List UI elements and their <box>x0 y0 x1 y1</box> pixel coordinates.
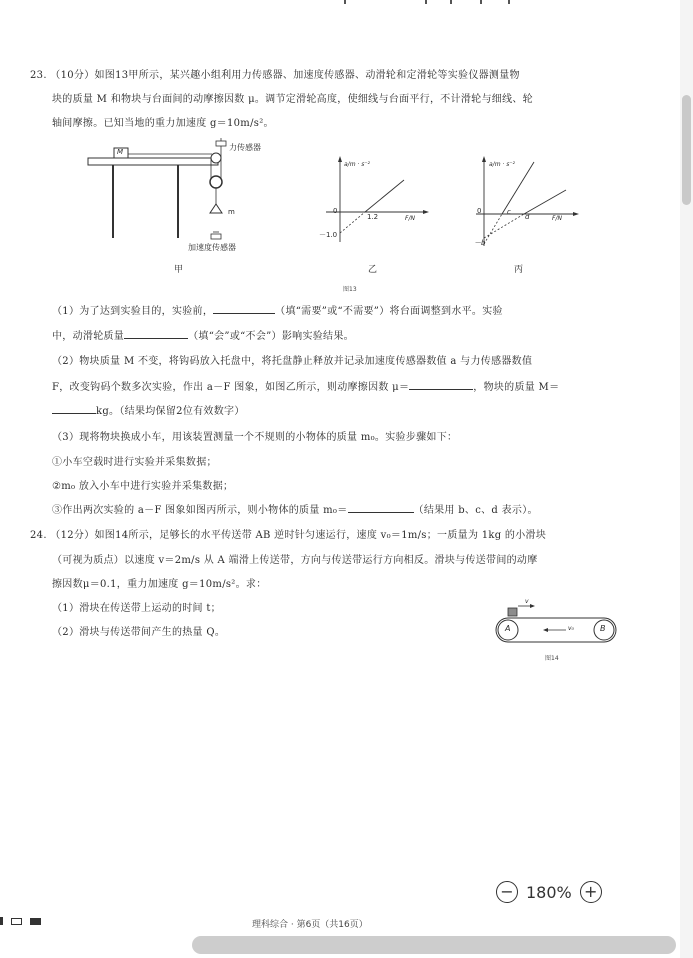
q23-part2-line1: （2）物块质量 M 不变，将钩码放入托盘中，将托盘静止释放并记录加速度传感器数值 a 与力传感器数值 <box>52 356 533 367</box>
fig13-accel-sensor-label: 加速度传感器 <box>188 243 236 252</box>
graph-yi-ylabel: a/m · s⁻² <box>344 161 370 168</box>
graph-bing-c-label: c <box>507 208 511 216</box>
fig14-v-label: v <box>525 598 529 605</box>
fig13-yi-label: 乙 <box>368 265 378 275</box>
table-top <box>88 158 218 165</box>
q23-line1: 23. （10分）如图13甲所示，某兴趣小组利用力传感器、加速度传感器、动滑轮和定滑轮等实验仪器测量物 <box>30 70 520 81</box>
fig13-caption: 图13 <box>343 286 357 293</box>
graph-bing-b-label: －b <box>474 239 486 247</box>
graph-yi-origin: 0 <box>333 207 338 215</box>
q23-part1-line2: 中，动滑轮质量 （填“会”或“不会”）影响实验结果。 <box>52 325 354 348</box>
graph-yi-y-tick: －1.0 <box>319 231 338 239</box>
fig13-bing-label: 丙 <box>514 265 524 275</box>
zoom-in-button[interactable]: + <box>580 881 602 903</box>
fig13-jia-label: 甲 <box>174 265 184 275</box>
graph-yi-x-tick: 1.2 <box>367 213 379 221</box>
graph-yi-extension <box>340 212 365 233</box>
fig14-A-label: A <box>505 624 511 633</box>
top-scan-marks <box>330 0 530 8</box>
fig13-apparatus <box>80 138 300 278</box>
fig13-force-sensor-label: 力传感器 <box>229 143 261 152</box>
q24-line3: 擦因数μ＝0.1，重力加速度 g＝10m/s²。求： <box>52 579 267 590</box>
single-page-view-icon[interactable] <box>11 918 22 925</box>
zoom-level: 180% <box>526 882 572 902</box>
q24-part1: （1）滑块在传送带上运动的时间 t； <box>52 603 221 614</box>
q23-blank-1 <box>213 301 275 314</box>
q23-part3-line1: （3）现将物块换成小车，用该装置测量一个不规则的小物体的质量 m₀。实验步骤如下： <box>52 432 458 443</box>
page-footer: 理科综合 · 第6页（共16页） <box>252 920 368 930</box>
view-mode-icons <box>0 917 41 925</box>
graph-bing-d-label: d <box>525 213 530 221</box>
fig14-v0-label: v₀ <box>568 625 574 632</box>
q23-blank-3 <box>409 377 473 390</box>
graph-bing-extension-2 <box>484 214 524 238</box>
fig13-M-label: M <box>117 148 124 156</box>
q23-blank-2 <box>124 326 188 339</box>
accel-sensor-box <box>211 234 221 239</box>
q23-blank-4 <box>52 401 96 414</box>
q23-line2: 块的质量 M 和物块与台面间的动摩擦因数 μ。调节定滑轮高度，使细线与台面平行，不计滑轮与细线、轮 <box>52 94 533 105</box>
q23-part3-step1: ①小车空载时进行实验并采集数据； <box>52 457 217 468</box>
graph-yi <box>322 152 432 252</box>
q23-line3: 轴间摩擦。已知当地的重力加速度 g＝10m/s²。 <box>52 118 274 129</box>
graph-yi-xlabel: F/N <box>405 215 415 222</box>
fig13-m-label: m <box>228 208 235 216</box>
vertical-scrollbar[interactable] <box>682 95 691 205</box>
q24-line2: （可视为质点）以速度 v＝2m/s 从 A 端滑上传送带，方向与传送带运行方向相反。滑块与传送带间的动摩 <box>52 555 538 566</box>
graph-yi-line <box>365 180 404 212</box>
fig14-B-label: B <box>600 624 606 633</box>
slider-block <box>508 608 517 616</box>
zoom-control <box>496 878 602 906</box>
q23-part3-step2: ②m₀ 放入小车中进行实验并采集数据； <box>52 481 234 492</box>
q24-line1: 24. （12分）如图14所示，足够长的水平传送带 AB 逆时针匀速运行，速度 v₀＝1m/s；一质量为 1kg 的小滑块 <box>30 530 547 541</box>
zoom-out-button[interactable]: − <box>496 881 518 903</box>
graph-bing-ylabel: a/m · s⁻² <box>489 161 515 168</box>
force-sensor <box>216 141 226 146</box>
graph-bing-line-2 <box>524 190 566 214</box>
movable-pulley <box>210 176 222 188</box>
q24-part2: （2）滑块与传送带间产生的热量 Q。 <box>52 627 226 638</box>
q23-part2-line3: kg。（结果均保留2位有效数字） <box>52 400 245 423</box>
q23-part2-line2: F，改变钩码个数多次实验，作出 a－F 图象，如图乙所示，则动摩擦因数 μ＝ ，物块的质量 M＝ <box>52 376 559 399</box>
sidebar-toggle-icon[interactable] <box>0 917 3 925</box>
horizontal-scrollbar[interactable] <box>192 936 676 954</box>
fixed-pulley <box>211 153 221 163</box>
q23-part3-step3: ③作出两次实验的 a－F 图象如图丙所示，则小物体的质量 m₀＝ （结果用 b、c、d 表示）。 <box>52 499 538 522</box>
two-page-view-icon[interactable] <box>30 918 41 925</box>
graph-bing-line-1 <box>502 162 534 214</box>
graph-bing-origin: 0 <box>477 207 482 215</box>
q23-part1-line1: （1）为了达到实验目的，实验前， （填“需要”或“不需要”）将台面调整到水平。实验 <box>52 300 503 323</box>
fig14-caption: 图14 <box>545 655 559 662</box>
hanging-tray <box>210 204 222 213</box>
q23-blank-5 <box>348 500 414 513</box>
fig14-conveyor <box>494 600 618 646</box>
graph-bing-xlabel: F/N <box>552 215 562 222</box>
